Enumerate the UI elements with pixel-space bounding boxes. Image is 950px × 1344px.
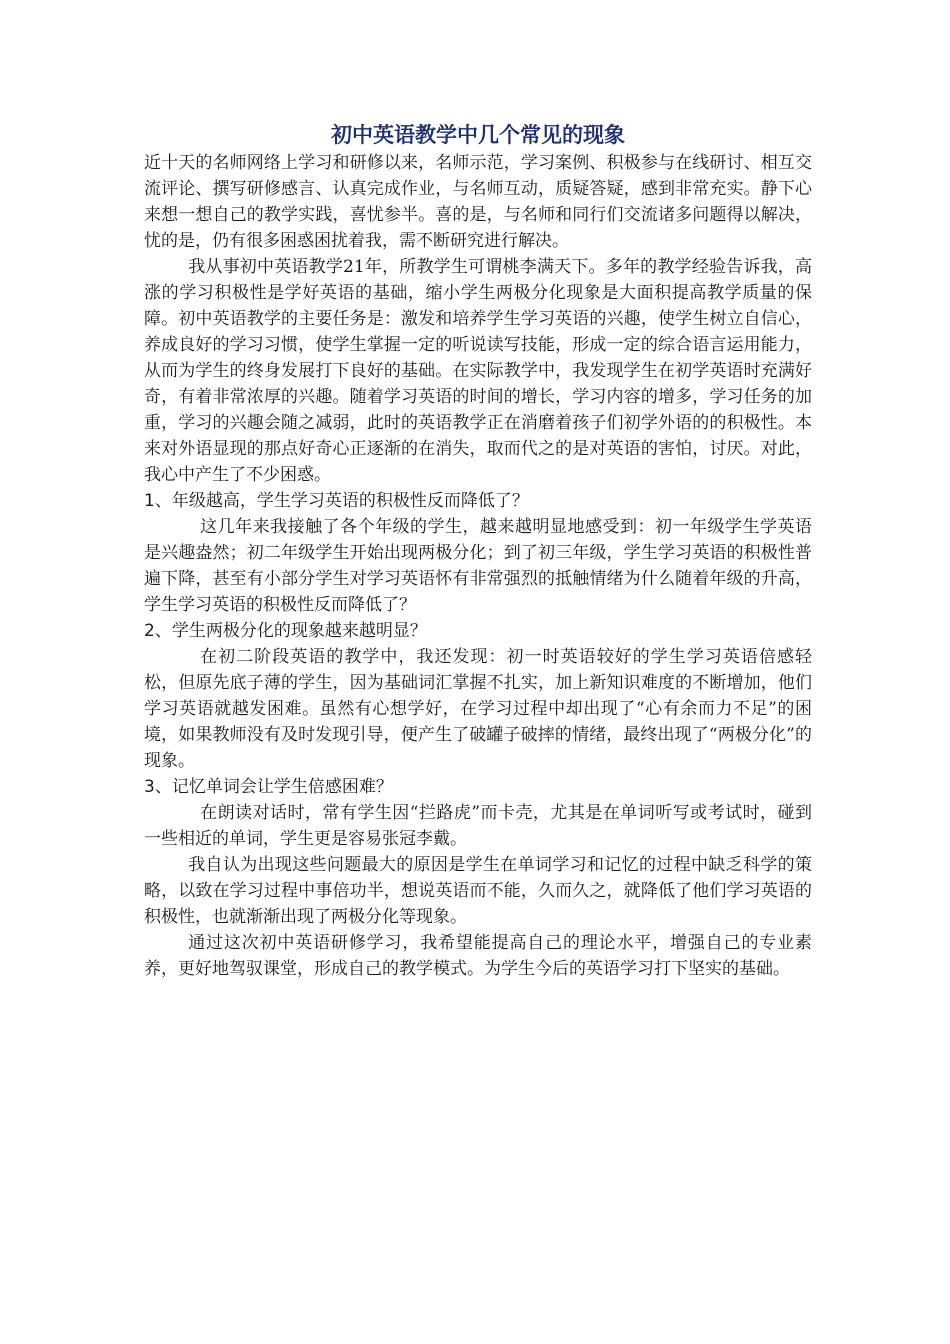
document-title: 初中英语教学中几个常见的现象: [331, 123, 625, 147]
intro-paragraph: 近十天的名师网络上学习和研修以来，名师示范，学习案例、积极参与在线研讨、相互交流评论、撰写研修感言、认真完成作业，与名师互动，质疑答疑，感到非常充实。静下心来想一想自己的教学实践，喜忧参半。喜的是，与名师和同行们交流诸多问题得以解决，忧的是，仍有很多困惑困扰着我，需不断研究进行解决。: [144, 153, 812, 251]
background-paragraph: 我从事初中英语教学21年，所教学生可谓桃李满天下。多年的教学经验告诉我，高涨的学习积极性是学好英语的基础，缩小学生两极分化现象是大面积提高教学质量的保障。初中英语教学的主要任务是：激发和培养学生学习英语的兴趣，使学生树立自信心，养成良好的学习习惯，使学生掌握一定的听说读写技能，形成一定的综合语言运用能力，从而为学生的终身发展打下良好的基础。在实际教学中，我发现学生在初学英语时充满好奇，有着非常浓厚的兴趣。随着学习英语的时间的增长，学习内容的增多，学习任务的加重，学习的兴趣会随之减弱，此时的英语教学正在消磨着孩子们初学外语的的积极性。本来对外语显现的那点好奇心正逐渐的在消失，取而代之的是对英语的害怕，讨厌。对此，我心中产生了不少困惑。: [144, 257, 812, 485]
section-3-paragraph: 在朗读对话时，常有学生因“拦路虎”而卡壳，尤其是在单词听写或考试时，碰到一些相近的单词，学生更是容易张冠李戴。: [144, 803, 812, 849]
section-heading-1: 1、年级越高，学生学习英语的积极性反而降低了？: [144, 491, 529, 511]
document-page: [144, 120, 812, 982]
cause-paragraph: 我自认为出现这些问题最大的原因是学生在单词学习和记忆的过程中缺乏科学的策略，以致在学习过程中事倍功半，想说英语而不能，久而久之，就降低了他们学习英语的积极性，也就渐渐出现了两极分化等现象。: [144, 855, 812, 927]
conclusion-paragraph: 通过这次初中英语研修学习，我希望能提高自己的理论水平，增强自己的专业素养，更好地驾驭课堂，形成自己的教学模式。为学生今后的英语学习打下坚实的基础。: [144, 933, 812, 979]
section-heading-2: 2、学生两极分化的现象越来越明显？: [144, 621, 427, 641]
section-heading-3: 3、记忆单词会让学生倍感困难？: [144, 777, 393, 797]
section-1-paragraph: 这几年来我接触了各个年级的学生，越来越明显地感受到：初一年级学生学英语是兴趣盎然；初二年级学生开始出现两极分化；到了初三年级，学生学习英语的积极性普遍下降，甚至有小部分学生对学习英语怀有非常强烈的抵触情绪为什么随着年级的升高，学生学习英语的积极性反而降低了？: [144, 517, 812, 615]
section-2-paragraph: 在初二阶段英语的教学中，我还发现：初一时英语较好的学生学习英语倍感轻松，但原先底子薄的学生，因为基础词汇掌握不扎实，加上新知识难度的不断增加，他们学习英语就越发困难。虽然有心想学好，在学习过程中却出现了“心有余而力不足”的困境，如果教师没有及时发现引导，便产生了破罐子破摔的情绪，最终出现了“两极分化”的现象。: [144, 647, 812, 771]
